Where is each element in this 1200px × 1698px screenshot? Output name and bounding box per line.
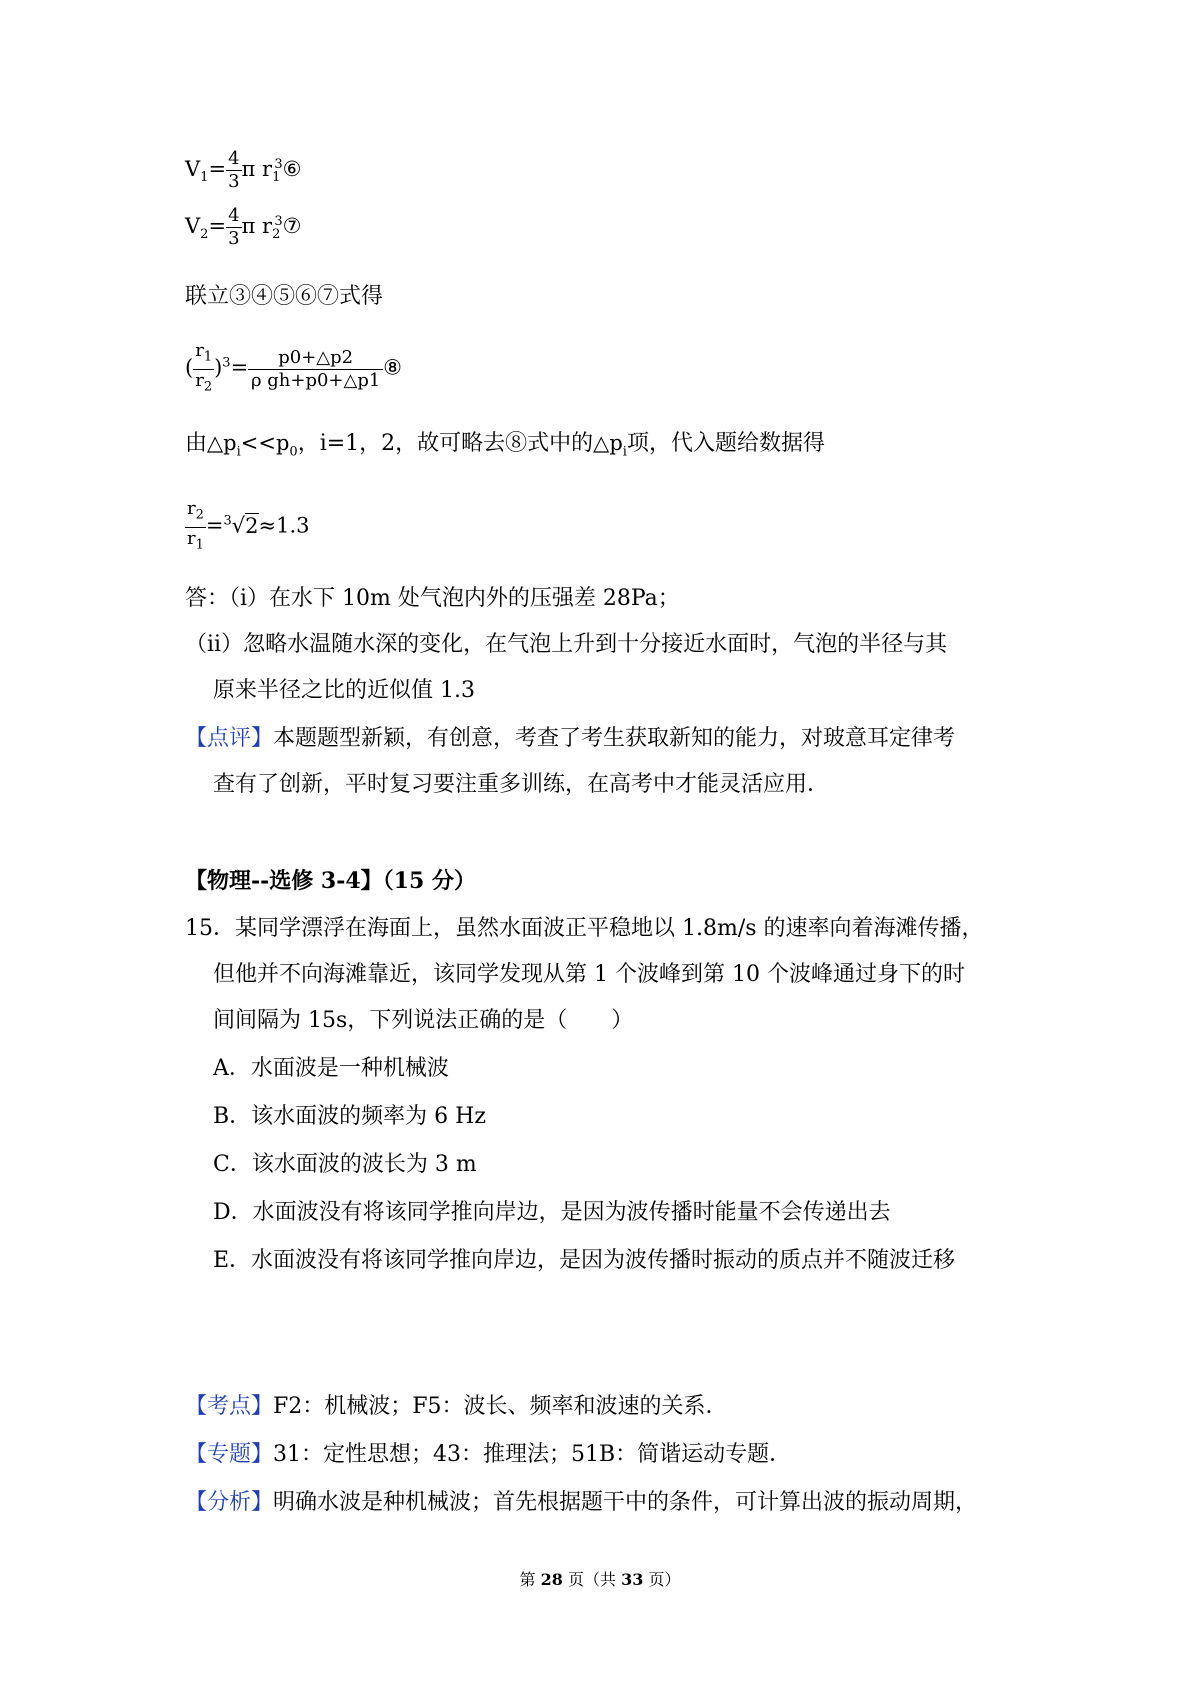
- zhuanti-tag: 【专题】: [185, 1442, 274, 1467]
- since-rest: ，i=1，2，故可略去⑧式中的: [297, 431, 594, 456]
- eq8-right-fraction: [248, 347, 383, 392]
- eq6-r: r: [262, 157, 273, 181]
- ratio-root: 2: [245, 513, 259, 538]
- since-pre: 由: [185, 431, 208, 456]
- question-number: 15．: [185, 916, 235, 941]
- eq6-den: 3: [228, 171, 240, 192]
- fenxi-tag: 【分析】: [185, 1490, 274, 1515]
- fenxi-line: [185, 1488, 977, 1518]
- ratio-den-sub: 1: [195, 537, 204, 553]
- answer-line-3: 原来半径之比的近似值 1.3: [213, 678, 475, 703]
- footer-post: 页）: [643, 1570, 681, 1589]
- ratio-num-r: r: [187, 498, 196, 519]
- question-line-3: 间间隔为 15s，下列说法正确的是（ ）: [213, 1008, 634, 1033]
- equation-6: $V_1=$ $\frac{4}{3}$ π $r_1^3⑥$: [185, 148, 302, 192]
- zhuanti-line: [185, 1440, 791, 1470]
- kaodian-tag: 【考点】: [185, 1394, 274, 1419]
- question-line-1: [185, 914, 984, 944]
- eq6-num: 4: [228, 148, 240, 169]
- footer-mid: 页（共: [562, 1570, 622, 1589]
- eq8-lnum-sub: 1: [203, 349, 213, 365]
- eq6-mark: ⑥: [282, 157, 302, 181]
- eq8-exp: 3: [222, 355, 231, 371]
- eq6-rsup: 3: [274, 157, 283, 172]
- ratio-approx: ≈1.3: [258, 513, 310, 538]
- eq7-r: r: [262, 214, 273, 238]
- eq8-den: ρ gh+p0+△p1: [250, 369, 381, 391]
- since-sym2: △p: [593, 431, 623, 455]
- eq8-lnum: [193, 340, 214, 369]
- since-p0sub: 0: [289, 444, 298, 460]
- approx-condition-line: [185, 428, 825, 467]
- option-c: C．该水面波的波长为 3 m: [213, 1152, 477, 1177]
- footer-page-number: 28: [540, 1570, 563, 1589]
- option-e: E．水面波没有将该同学推向岸边，是因为波传播时振动的质点并不随波迁移: [213, 1248, 956, 1273]
- question-text-1: 某同学漂浮在海面上，虽然水面波正平稳地以 1.8m/s 的速率向着海滩传播，: [235, 916, 984, 941]
- section-title: 【物理--选修 3-4】（15 分）: [185, 868, 476, 894]
- eq7-lhs: V: [185, 214, 201, 238]
- equation-8: ( $\frac{r_1}{r_2}$ )$^3$= $\frac{p0+\triangle p2}{\text{ρ gh+p0+△p1}}$ ⑧: [185, 340, 402, 398]
- eq7-num: 4: [228, 205, 240, 226]
- kaodian-text: F2：机械波；F5：波长、频率和波速的关系．: [273, 1394, 728, 1419]
- kaodian-line: [185, 1392, 728, 1422]
- eq6-pi: π: [241, 157, 256, 181]
- eq8-lnum-r: r: [195, 340, 204, 361]
- eq7-mark: ⑦: [282, 214, 302, 238]
- ratio-equation: $\frac{r_2}{r_1}$ =$^3$√2≈1.3: [185, 498, 310, 556]
- review-text-1: 本题题型新颖，有创意，考查了考生获取新知的能力，对玻意耳定律考: [273, 726, 956, 751]
- zhuanti-text: 31：定性思想；43：推理法；51B：简谐运动专题．: [273, 1442, 792, 1467]
- review-tag: 【点评】: [185, 726, 274, 751]
- since-end: 项，代入题给数据得: [626, 431, 825, 456]
- eq7-pi: π: [241, 214, 256, 238]
- eq8-lden-sub: 2: [203, 379, 213, 395]
- since-sub: i: [236, 444, 241, 460]
- ratio-den: [185, 528, 206, 557]
- footer-pre: 第: [519, 1570, 541, 1589]
- question-line-2: 但他并不向海滩靠近，该同学发现从第 1 个波峰到第 10 个波峰通过身下的时: [213, 962, 965, 987]
- eq8-left-fraction: [193, 340, 214, 398]
- eq8-lden: [193, 370, 214, 399]
- answer-line-2: （ii）忽略水温随水深的变化，在气泡上升到十分接近水面时，气泡的半径与其: [185, 632, 948, 657]
- since-sub2: i: [622, 444, 627, 460]
- ratio-root-index: 3: [223, 513, 232, 529]
- option-b: B．该水面波的频率为 6 Hz: [213, 1104, 486, 1129]
- review-line-1: [185, 724, 955, 754]
- answer-line-1: 答：（i）在水下 10m 处气泡内外的压强差 28Pa；: [185, 586, 680, 611]
- combine-line: 联立③④⑤⑥⑦式得: [185, 284, 384, 309]
- eq6-lhs: V: [185, 157, 201, 181]
- eq7-den: 3: [228, 228, 240, 249]
- eq8-num: p0+△p2: [248, 347, 383, 370]
- eq6-sub: 1: [200, 170, 209, 186]
- option-d: D．水面波没有将该同学推向岸边，是因为波传播时能量不会传递出去: [213, 1200, 891, 1225]
- fenxi-text: 明确水波是种机械波；首先根据题干中的条件，可计算出波的振动周期，: [273, 1490, 978, 1515]
- eq7-rsub: 2: [272, 227, 281, 243]
- since-rel: <<p: [240, 431, 290, 455]
- eq6-rsub: 1: [272, 170, 281, 186]
- page-footer: [0, 1567, 1200, 1590]
- ratio-fraction: [185, 498, 206, 556]
- ratio-den-r: r: [187, 527, 196, 549]
- review-line-2: 查有了创新，平时复习要注重多训练，在高考中才能灵活应用．: [213, 772, 830, 797]
- ratio-num: [185, 498, 206, 528]
- eq8-lden-r: r: [195, 369, 204, 391]
- eq6-fraction: [226, 148, 241, 193]
- equation-7: $V_2=$ $\frac{4}{3}$ π $r_2^3⑦$: [185, 205, 302, 249]
- eq7-rsup: 3: [274, 214, 283, 229]
- eq7-sub: 2: [200, 227, 209, 243]
- eq7-fraction: [226, 205, 241, 250]
- footer-total-pages: 33: [621, 1570, 644, 1589]
- option-a: A．水面波是一种机械波: [213, 1056, 449, 1081]
- eq8-mark: ⑧: [383, 355, 402, 380]
- since-sym: △p: [207, 431, 237, 455]
- ratio-num-sub: 2: [195, 507, 204, 523]
